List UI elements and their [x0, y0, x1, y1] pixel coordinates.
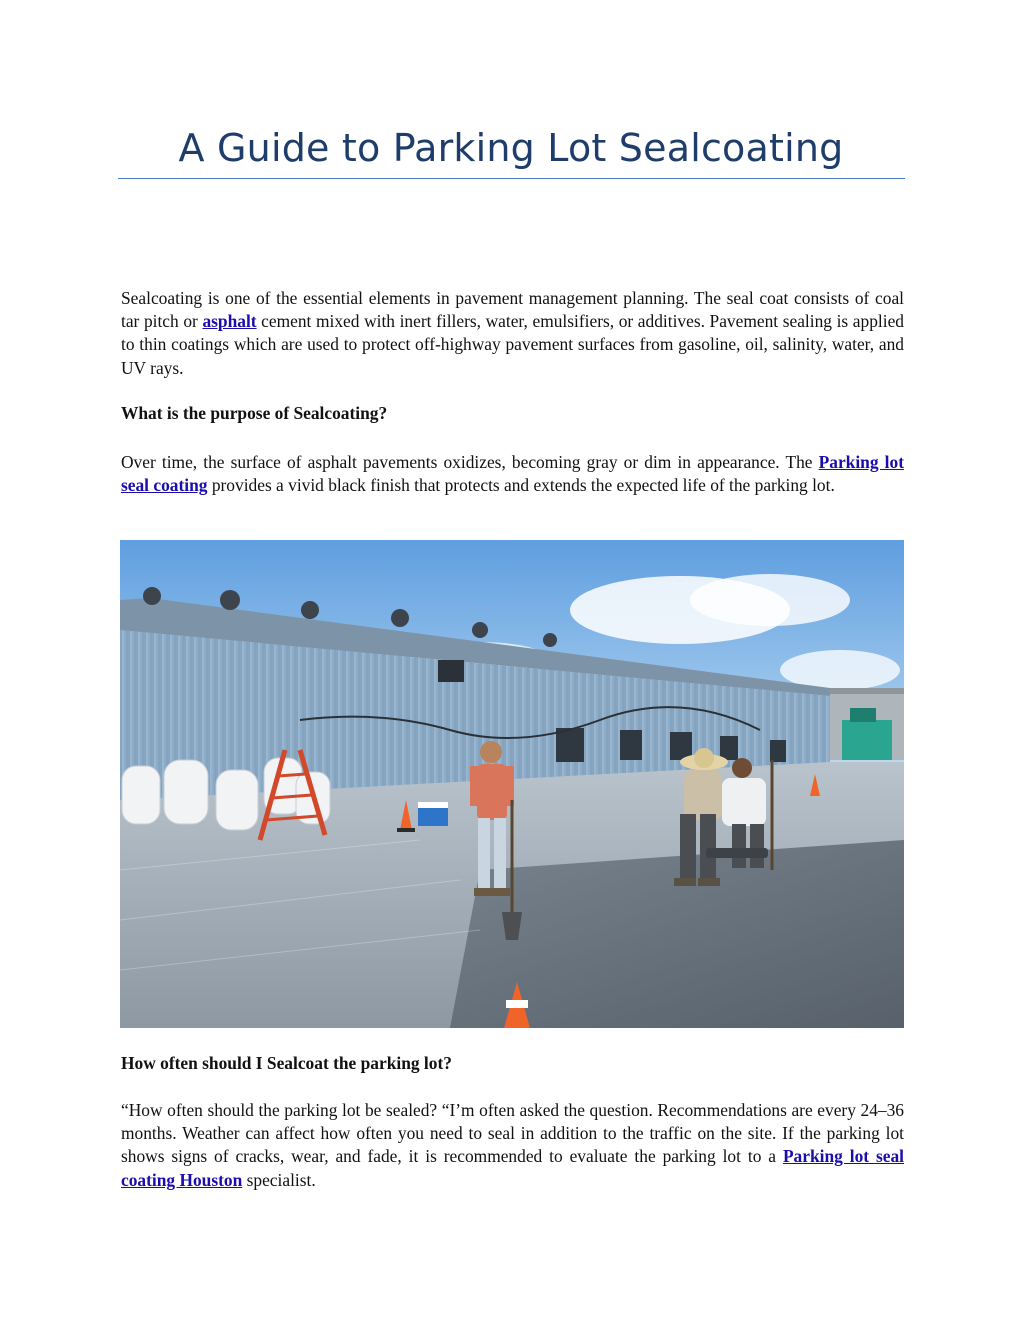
frequency-heading: How often should I Sealcoat the parking lot?: [121, 1053, 452, 1073]
frequency-text-after: specialist.: [242, 1169, 316, 1190]
parking-lot-seal-coating-houston-link[interactable]: Parking lot seal coating Houston: [121, 1146, 904, 1190]
purpose-paragraph: [121, 451, 904, 497]
intro-paragraph: [121, 287, 904, 380]
purpose-text-before: Over time, the surface of asphalt pavements oxidizes, becoming gray or dim in appearance. The: [121, 452, 819, 472]
purpose-text-after: provides a vivid black finish that protects and extends the expected life of the parking lot.: [207, 475, 835, 496]
title-underline: [118, 178, 905, 179]
sealcoating-photo: [120, 540, 904, 1028]
page-title: A Guide to Parking Lot Sealcoating: [178, 126, 844, 170]
purpose-heading: What is the purpose of Sealcoating?: [121, 403, 388, 423]
frequency-paragraph: [121, 1099, 904, 1192]
asphalt-link[interactable]: asphalt: [202, 311, 257, 332]
parking-lot-seal-coating-link[interactable]: Parking lot seal coating: [121, 452, 904, 496]
intro-text-after: cement mixed with inert fillers, water, emulsifiers, or additives. Pavement sealing is applied to thin coatings which are used to protect off-highway pavement surfaces from gasoline, oil, salinity, water, and UV rays.: [121, 311, 904, 378]
intro-text-before: Sealcoating is one of the essential elements in pavement management planning. The seal coat consists of coal tar pitch or: [121, 288, 904, 332]
frequency-text-before: “How often should the parking lot be sealed? “I’m often asked the question. Recommendations are every 24–36 months. Weather can affect how often you need to seal in addition to the traffic on the site. If the parking lot shows signs of cracks, wear, and fade, it is recommended to evaluate the parking lot to a: [121, 1100, 904, 1167]
